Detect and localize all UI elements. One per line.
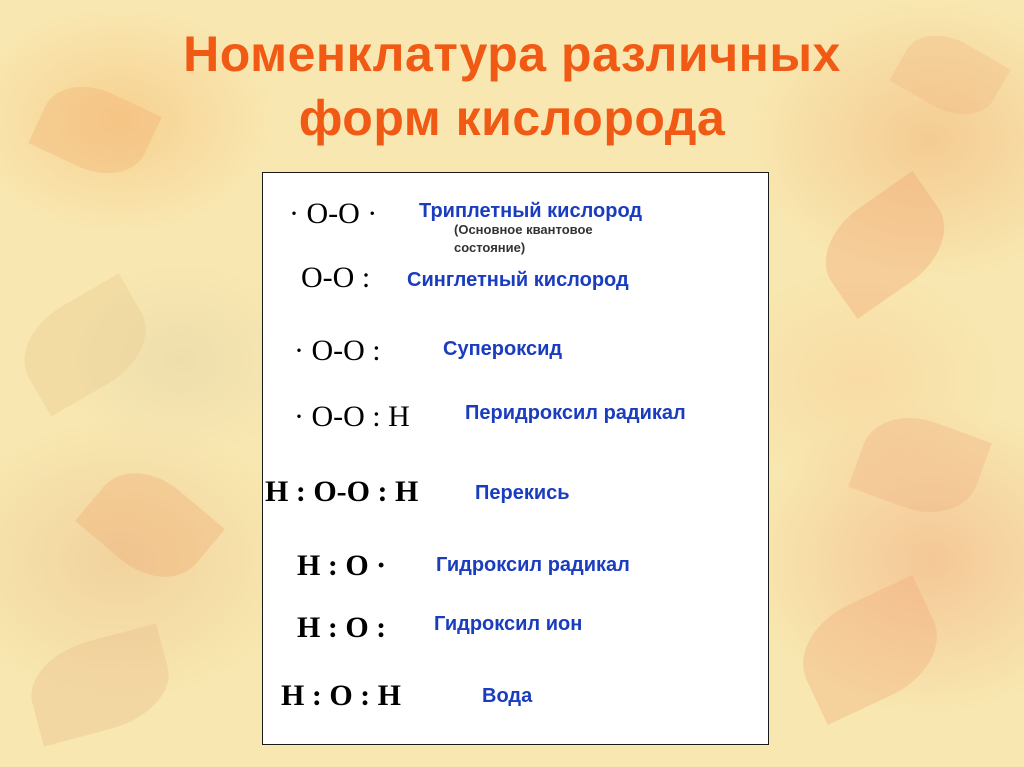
leaf-decoration: [21, 623, 180, 746]
note-ground-state-line-1: (Основное квантовое: [454, 222, 593, 237]
title-line-1: Номенклатура различных: [183, 26, 841, 82]
leaf-decoration: [806, 171, 964, 319]
leaf-decoration: [848, 402, 992, 528]
name-hydroxyl-radical: Гидроксил радикал: [436, 554, 630, 576]
name-peroxide: Перекись: [475, 482, 570, 504]
title-line-2: форм кислорода: [298, 90, 726, 146]
formula-peroxide: H : O-O : H: [265, 475, 419, 508]
note-ground-state-line-2: состояние): [454, 240, 526, 255]
name-singlet-oxygen: Синглетный кислород: [407, 269, 629, 291]
formula-perhydroxyl-radical: · O-O : H: [294, 400, 410, 433]
name-triplet-oxygen: Триплетный кислород: [419, 200, 643, 222]
name-water: Вода: [482, 685, 533, 707]
formula-hydroxyl-radical: H : O ·: [297, 549, 387, 582]
formula-singlet-oxygen: O-O :: [301, 261, 371, 294]
formula-water: H : O : H: [281, 679, 401, 712]
name-superoxide: Супероксид: [443, 338, 563, 360]
formula-hydroxyl-ion: H : O :: [297, 611, 387, 644]
name-perhydroxyl-radical: Перидроксил радикал: [465, 402, 686, 424]
leaf-decoration: [75, 452, 225, 598]
name-hydroxyl-ion: Гидроксил ион: [434, 613, 583, 635]
formula-triplet-oxygen: · O-O ·: [289, 197, 378, 230]
nomenclature-panel: [262, 172, 769, 745]
page-title: [0, 22, 1024, 150]
leaf-decoration: [785, 575, 954, 725]
leaf-decoration: [6, 274, 164, 417]
formula-superoxide: · O-O :: [294, 334, 381, 367]
